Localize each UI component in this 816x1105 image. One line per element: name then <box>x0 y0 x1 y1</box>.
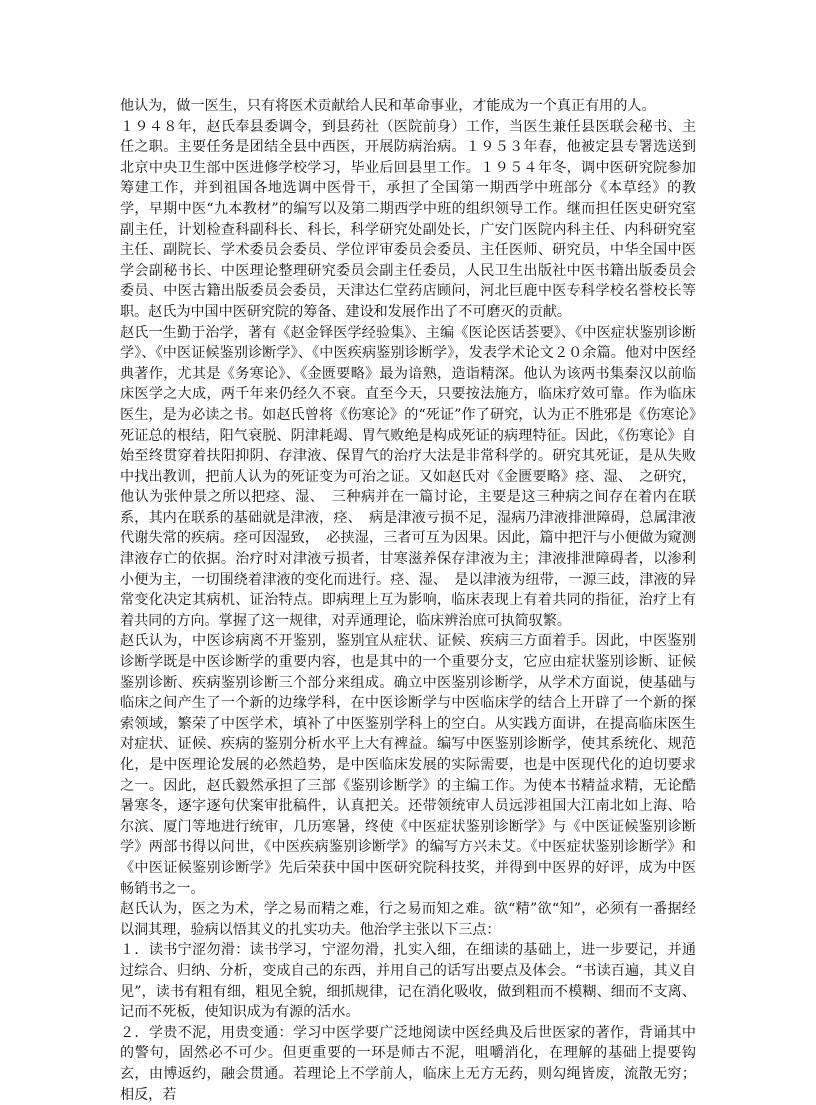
paragraph-4: 赵氏认为，中医诊病离不开鉴别，鉴别宜从症状、证候、疾病三方面着手。因此，中医鉴别诊断学既是中医诊断学的重要内容，也是其中的一个重要分支，它应由症状鉴别诊断、证候鉴别诊断、疾病鉴别诊断三个部分来组成。确立中医鉴别诊断学，从学术方面说，使基础与临床之间产生了一个新的边缘学科，在中医诊断学与中医临床学的结合上开辟了一个新的探索领域，繁荣了中医学术，填补了中医鉴别学科上的空白。从实践方面讲，在提高临床医生对症状、证候、疾病的鉴别分析水平上大有裨益。编写中医鉴别诊断学，使其系统化、规范化，是中医理论发展的必然趋势，是中医临床发展的实际需要，也是中医现代化的迫切要求之一。因此，赵氏毅然承担了三部《鉴别诊断学》的主编工作。为使本书精益求精，无论酷暑寒冬，逐字逐句伏案审批稿件，认真把关。还带领统审人员远涉祖国大江南北如上海、哈尔滨、厦门等地进行统审，几历寒暑，终使《中医症状鉴别诊断学》与《中医证候鉴别诊断学》两部书得以问世，《中医疾病鉴别诊断学》的编写方兴未艾。《中医症状鉴别诊断学》和《中医证候鉴别诊断学》先后荣获中国中医研究院科技奖，并得到中医界的好评，成为中医畅销书之一。 <box>120 633 696 897</box>
paragraph-1: 他认为，做一医生，只有将医术贡献给人民和革命事业，才能成为一个真正有用的人。 <box>120 98 656 114</box>
paragraph-3: 赵氏一生勤于治学，著有《赵金铎医学经验集》、主编《医论医话荟要》、《中医症状鉴别诊断学》、《中医证候鉴别诊断学》、《中医疾病鉴别诊断学》，发表学术论文２０余篇。他对中医经典著作，尤其是《务寒论》、《金匮要略》最为谙熟，造诣精深。他认为该两书集秦汉以前临床医学之大成，两千年来仍经久不衰。直至今天，只要按法施方，临床疗效可靠。作为临床医生，是为必读之书。如赵氏曾将《伤寒论》的“死证”作了研究，认为正不胜邪是《伤寒论》死证总的根结，阳气衰脱、阴津耗竭、胃气败绝是构成死证的病理特征。因此，《伤寒论》自始至终贯穿着扶阳抑阴、存津液、保胃气的治疗大法是非常科学的。研究其死证，是从失败中找出教训，把前人认为的死证变为可治之证。又如赵氏对《金匮要略》痉、湿、 之研究，他认为张仲景之所以把痉、湿、 三种病并在一篇讨论，主要是这三种病之间存在着内在联系，其内在联系的基础就是津液，痉、 病是津液亏损不足，湿病乃津液排泄障碍，总属津液代谢失常的疾病。痉可因湿致， 必挟湿，三者可互为因果。因此，篇中把汗与小便做为窥测津液存亡的依据。治疗时对津液亏损者，甘寒滋养保存津液为主；津液排泄障碍者，以渗利小便为主，一切围绕着津液的变化而进行。痉、湿、 是以津液为纽带，一源三歧，津液的异常变化决定其病机、证治特点。即病理上互为影响，临床表现上有着共同的指征，治疗上有着共同的方向。掌握了这一规律，对弄通理论，临床辨治庶可执简驭繁。 <box>120 324 696 629</box>
document-page <box>120 96 696 1105</box>
paragraph-5: 赵氏认为，医之为术，学之易而精之难，行之易而知之难。欲“精”欲“知”，必须有一番据经以洞其理，验病以悟其义的扎实功夫。他治学主张以下三点： <box>120 901 696 938</box>
paragraph-2: １９４８年，赵氏奉县委调令，到县药社（医院前身）工作，当医生兼任县医联会秘书、主任之职。主要任务是团结全县中西医，开展防病治病。１９５３年春，他被定县专署选送到北京中央卫生部中医进修学校学习，毕业后回县里工作。１９５４年冬，调中医研究院参加筹建工作，并到祖国各地选调中医骨干，承担了全国第一期西学中班部分《本草经》的教学，早期中医“九本教材”的编写以及第二期西学中班的组织领导工作。继而担任医史研究室副主任，计划检查科副科长、科长，科学研究处副处长，广安门医院内科主任、内科研究室主任、副院长、学术委员会委员、学位评审委员会委员、主任医师、研究员，中华全国中医学会副秘书长、中医理论整理研究委员会副主任委员，人民卫生出版社中医书籍出版委员会委员、中医古籍出版委员会委员，天津达仁堂药店顾问，河北巨鹿中医专科学校名誉校长等职。赵氏为中国中医研究院的筹备、建设和发展作出了不可磨灭的贡献。 <box>120 118 696 320</box>
paragraph-6: １．读书宁涩勿滑：读书学习，宁涩勿滑，扎实入细，在细读的基础上，进一步要记，并通过综合、归纳、分析，变成自己的东西，并用自己的话写出要点及体会。“书读百遍，其义自见”，读书有粗有细，粗见全貌，细抓规律，记在消化吸收，做到粗而不模糊、细而不支离、记而不死板，使知识成为有源的活水。 <box>120 942 696 1021</box>
paragraph-7: ２．学贵不泥，用贵变通：学习中医学要广泛地阅读中医经典及后世医家的著作，背诵其中的警句，固然必不可少。但更重要的一环是师古不泥，咀嚼消化，在理解的基础上提要钩玄，由博返约，融会贯通。若理论上不学前人，临床上无方无药，则勾绳皆废，流散无穷；相反，若 <box>120 1024 696 1103</box>
